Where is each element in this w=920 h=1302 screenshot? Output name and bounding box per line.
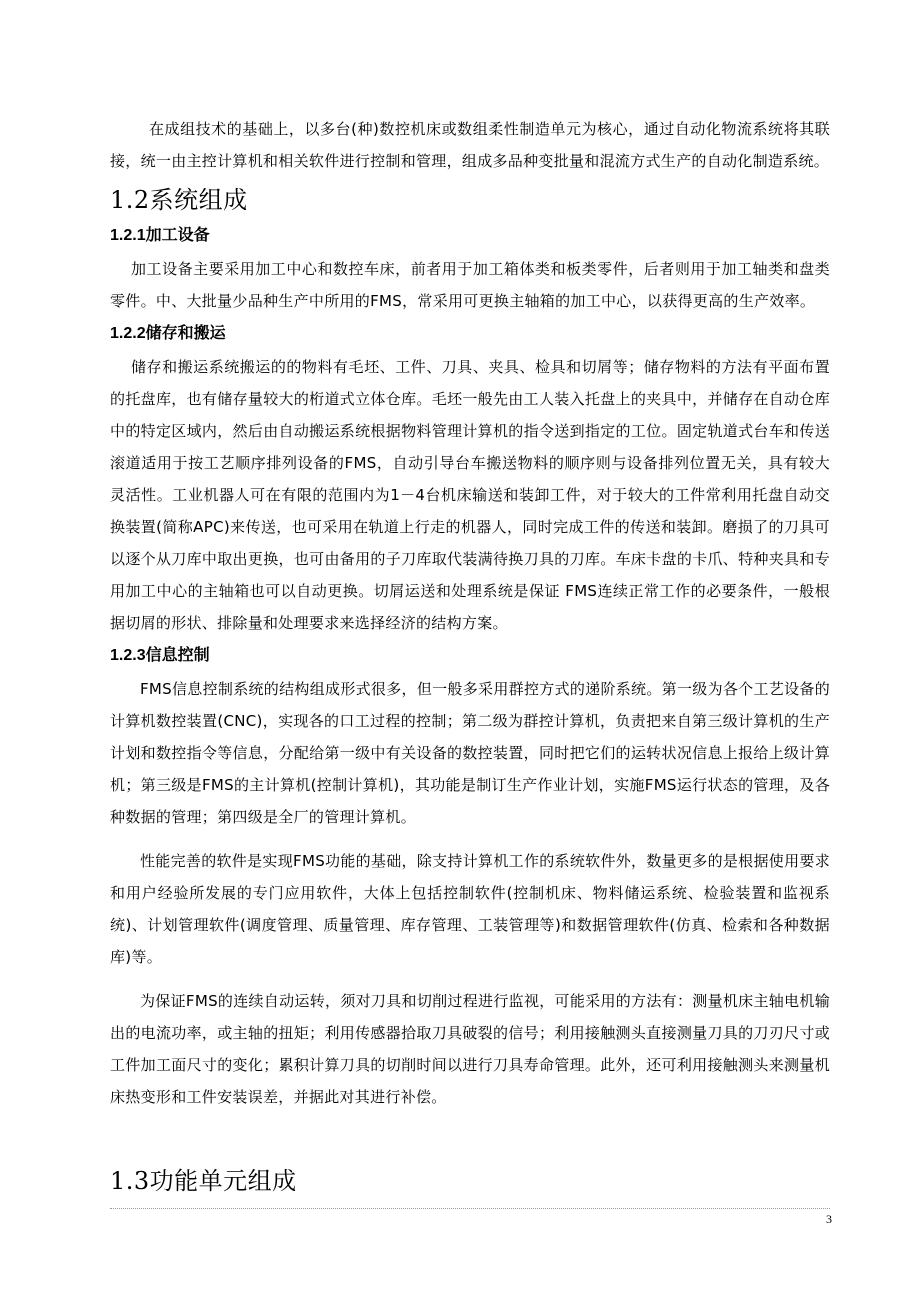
- document-body: [110, 113, 830, 1113]
- processing-equipment-paragraph: 加工设备主要采用加工中心和数控车床，前者用于加工箱体类和板类零件，后者则用于加工轴类和盘类零件。中、大批量少品种生产中所用的FMS，常采用可更换主轴箱的加工中心，以获得更高的生产效率。: [110, 260, 830, 310]
- storage-transport-paragraph: 储存和搬运系统搬运的的物料有毛坯、工件、刀具、夹具、检具和切屑等；储存物料的方法有平面布置的托盘库，也有储存量较大的桁道式立体仓库。毛坯一般先由工人装入托盘上的夹具中，并储存在自动仓库中的特定区域内，然后由自动搬运系统根据物料管理计算机的指令送到指定的工位。固定轨道式台车和传送滚道适用于按工艺顺序排列设备的FMS，自动引导台车搬送物料的顺序则与设备排列位置无关，具有较大灵活性。工业机器人可在有限的范围内为1－4台机床输送和装卸工件，对于较大的工件常利用托盘自动交换装置(简称APC)来传送，也可采用在轨道上行走的机器人，同时完成工件的传送和装卸。磨损了的刀具可以逐个从刀库中取出更换，也可由备用的子刀库取代装满待换刀具的刀库。车床卡盘的卡爪、特种夹具和专用加工中心的主轴箱也可以自动更换。切屑运送和处理系统是保证 FMS连续正常工作的必要条件，一般根据切屑的形状、排除量和处理要求来选择经济的结构方案。: [110, 358, 830, 632]
- page-number: 3: [826, 1212, 832, 1226]
- info-control-paragraph-3: 为保证FMS的连续自动运转，须对刀具和切削过程进行监视，可能采用的方法有：测量机床主轴电机输出的电流功率，或主轴的扭矩；利用传感器拾取刀具破裂的信号；利用接触测头直接测量刀具的刀刃尺寸或工件加工面尺寸的变化；累积计算刀具的切削时间以进行刀具寿命管理。此外，还可利用接触测头来测量机床热变形和工件安装误差，并据此对其进行补偿。: [110, 992, 830, 1106]
- section-heading-1-3: 1.3功能单元组成: [110, 1167, 297, 1195]
- subsection-heading-1-2-2: 1.2.2储存和搬运: [110, 325, 226, 342]
- subsection-heading-1-2-3: 1.2.3信息控制: [110, 647, 210, 664]
- section-heading-1-2: 1.2系统组成: [110, 186, 248, 214]
- info-control-paragraph-2: 性能完善的软件是实现FMS功能的基础，除支持计算机工作的系统软件外，数量更多的是根据使用要求和用户经验所发展的专门应用软件，大体上包括控制软件(控制机床、物料储运系统、检验装置和监视系统)、计划管理软件(调度管理、质量管理、库存管理、工装管理等)和数据管理软件(仿真、检索和各种数据库)等。: [110, 852, 830, 966]
- info-control-paragraph-1: FMS信息控制系统的结构组成形式很多，但一般多采用群控方式的递阶系统。第一级为各个工艺设备的计算机数控装置(CNC)，实现各的口工过程的控制；第二级为群控计算机，负责把来自第三级计算机的生产计划和数控指令等信息，分配给第一级中有关设备的数控装置，同时把它们的运转状况信息上报给上级计算机；第三级是FMS的主计算机(控制计算机)，其功能是制订生产作业计划，实施FMS运行状态的管理，及各种数据的管理；第四级是全厂的管理计算机。: [110, 680, 830, 826]
- intro-paragraph: 在成组技术的基础上，以多台(种)数控机床或数组柔性制造单元为核心，通过自动化物流系统将其联接，统一由主控计算机和相关软件进行控制和管理，组成多品种变批量和混流方式生产的自动化制造系统。: [110, 120, 830, 170]
- footer-divider: [110, 1208, 830, 1209]
- subsection-heading-1-2-1: 1.2.1加工设备: [110, 227, 210, 244]
